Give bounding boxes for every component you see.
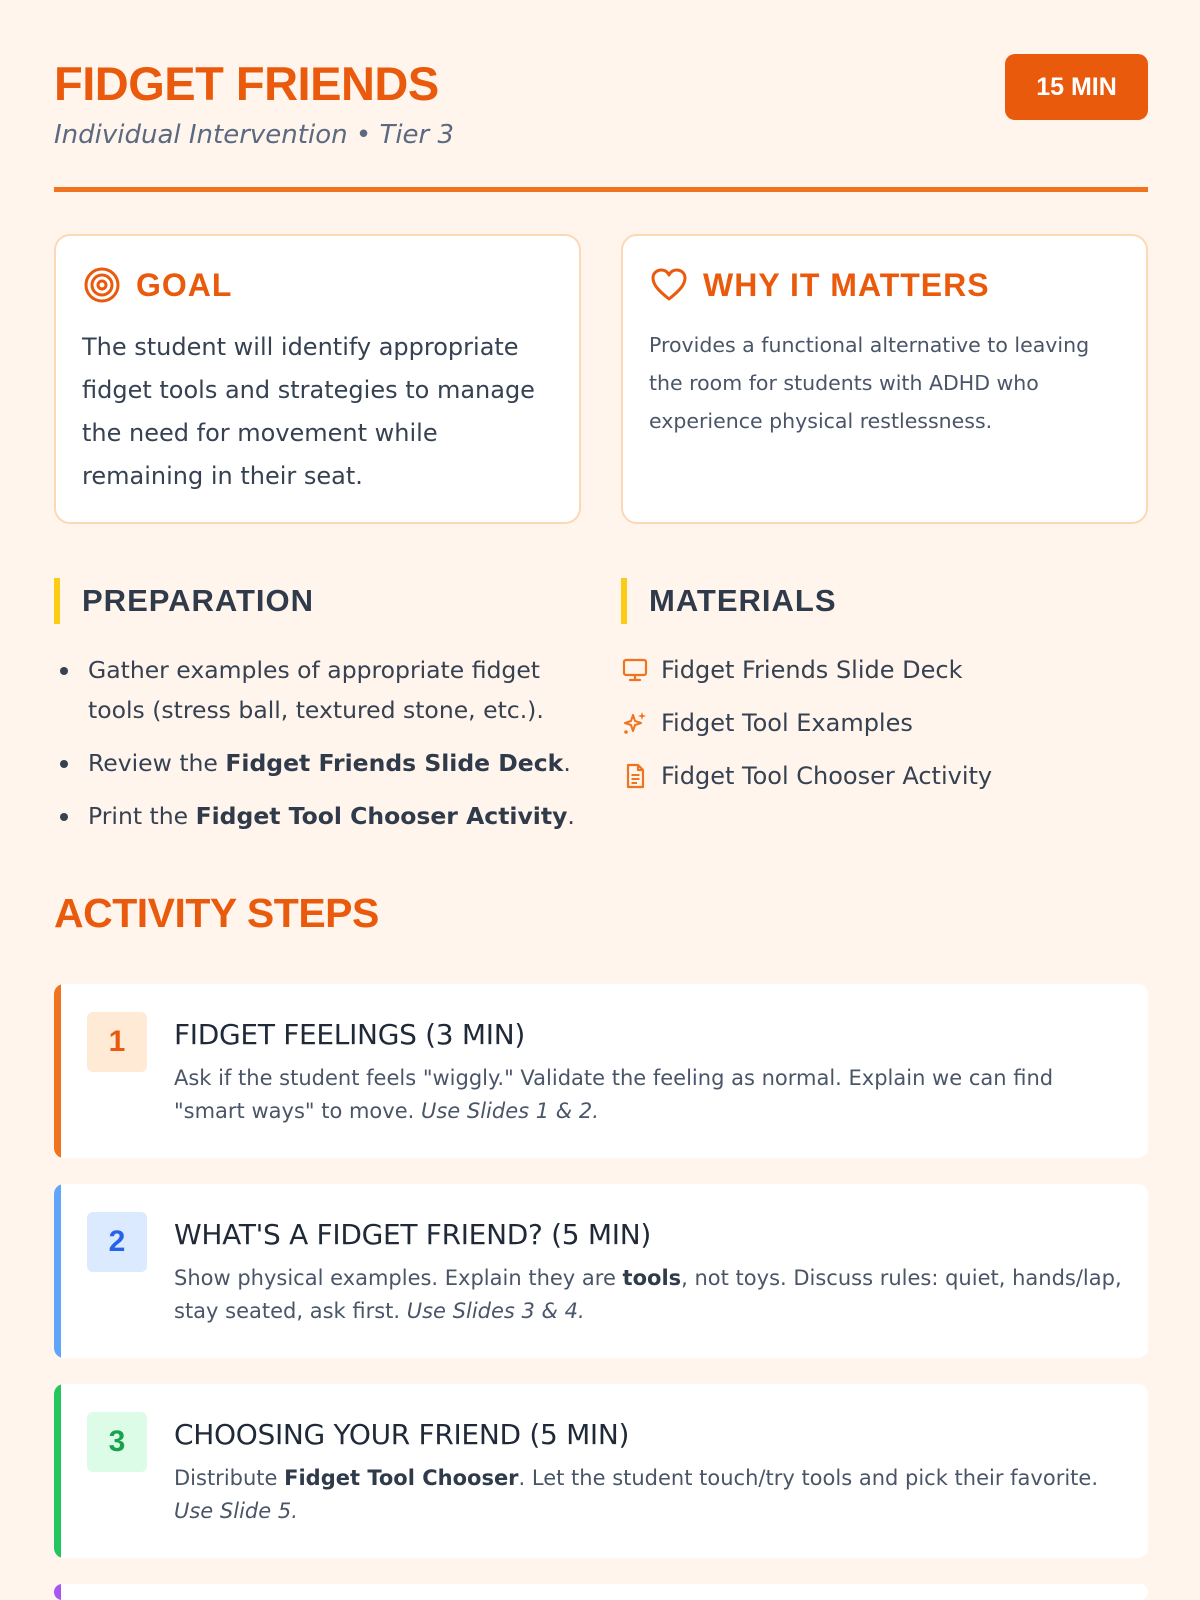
goal-card-header <box>82 264 553 306</box>
why-card <box>621 234 1148 524</box>
list-item: Review the Fidget Friends Slide Deck. <box>54 743 594 783</box>
activity-step-4-partial <box>54 1584 1148 1600</box>
step-number: 1 <box>87 1012 147 1072</box>
preparation-section <box>54 578 594 849</box>
list-item: Print the Fidget Tool Chooser Activity. <box>54 796 594 836</box>
preparation-heading: PREPARATION <box>54 578 594 624</box>
activity-step-1 <box>54 984 1148 1158</box>
activity-step-2 <box>54 1184 1148 1358</box>
step-accent-bar <box>54 984 61 1158</box>
step-accent-bar <box>54 1184 61 1358</box>
info-cards <box>54 234 1148 524</box>
goal-title: GOAL <box>136 266 233 303</box>
material-label: Fidget Friends Slide Deck <box>661 656 963 684</box>
why-title: WHY IT MATTERS <box>703 266 990 303</box>
step-description: Show physical examples. Explain they are tools, not toys. Discuss rules: quiet, hands/lap, stay seated, ask first. Use Slides 3 & 4. <box>174 1266 1122 1323</box>
presentation-icon <box>621 656 649 684</box>
sparkles-icon <box>621 709 649 737</box>
step-number: 3 <box>87 1412 147 1472</box>
goal-card <box>54 234 581 524</box>
page-subtitle: Individual Intervention • Tier 3 <box>54 120 455 150</box>
page-header <box>54 0 1148 192</box>
material-label: Fidget Tool Examples <box>661 709 913 737</box>
step-description: Distribute Fidget Tool Chooser. Let the student touch/try tools and pick their favorite. Use Slide 5. <box>174 1466 1098 1523</box>
step-accent-bar <box>54 1384 61 1558</box>
page-title: FIDGET FRIENDS <box>54 57 439 110</box>
step-accent-bar <box>54 1584 61 1600</box>
lesson-page <box>54 0 1148 1523</box>
material-label: Fidget Tool Chooser Activity <box>661 762 993 790</box>
why-card-header <box>649 264 1120 306</box>
why-text: Provides a functional alternative to leaving the room for students with ADHD who experience physical restlessness. <box>649 333 1090 433</box>
activity-step-3 <box>54 1384 1148 1558</box>
materials-heading: MATERIALS <box>621 578 1148 624</box>
heart-icon <box>649 265 689 305</box>
material-item-tool-examples <box>621 703 1148 743</box>
materials-section <box>621 578 1148 809</box>
step-title: FIDGET FEELINGS (3 MIN) <box>174 1018 526 1051</box>
step-title: WHAT'S A FIDGET FRIEND? (5 MIN) <box>174 1218 651 1251</box>
step-number: 2 <box>87 1212 147 1272</box>
material-item-slide-deck <box>621 650 1148 690</box>
preparation-list <box>54 650 594 836</box>
material-item-chooser-activity <box>621 756 1148 796</box>
step-title: CHOOSING YOUR FRIEND (5 MIN) <box>174 1418 630 1451</box>
step-description: Ask if the student feels "wiggly." Validate the feeling as normal. Explain we can find "smart ways" to move. Use Slides 1 & 2. <box>174 1066 1054 1123</box>
activity-steps-heading: ACTIVITY STEPS <box>54 890 379 936</box>
target-icon <box>82 265 122 305</box>
duration-badge: 15 MIN <box>1005 54 1148 120</box>
goal-text: The student will identify appropriate fidget tools and strategies to manage the need for movement while remaining in their seat. <box>82 333 535 490</box>
materials-list <box>621 650 1148 796</box>
document-icon <box>621 762 649 790</box>
list-item: Gather examples of appropriate fidget tools (stress ball, textured stone, etc.). <box>54 650 594 730</box>
